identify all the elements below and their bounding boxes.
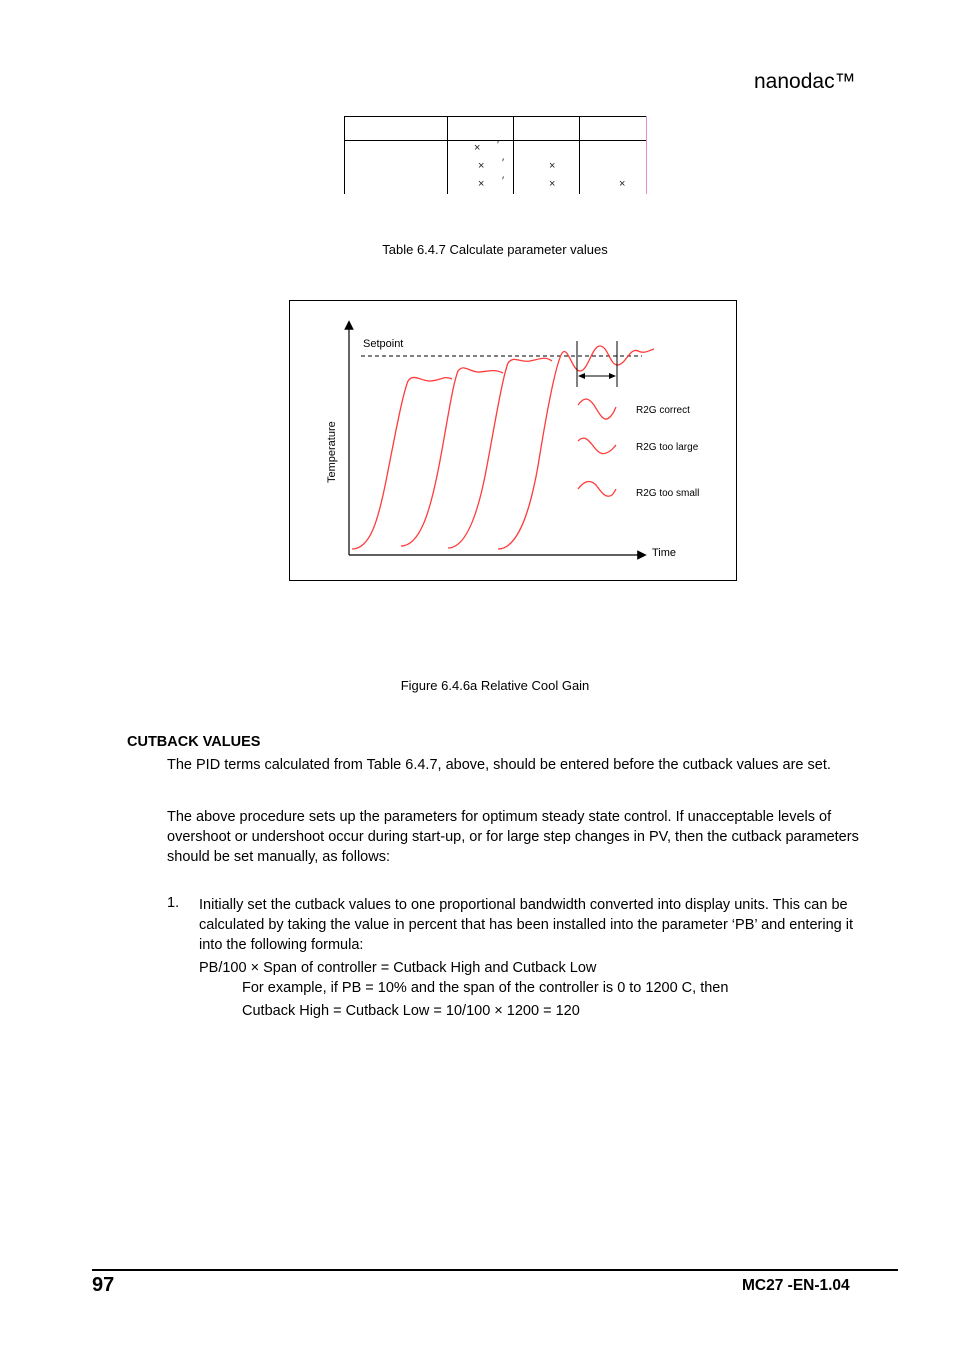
table-top-rule (344, 116, 647, 117)
legend-label-too-small: R2G too small (636, 488, 700, 499)
section-heading: CUTBACK VALUES (127, 734, 261, 750)
paragraph: The above procedure sets up the parameters for optimum steady state control. If unacceptable levels of overshoot or undershoot occur during start-up, or for large step changes in PV, then the cutback parameters should be set manually, as follows: (167, 809, 859, 865)
figure-caption: Figure 6.4.6a Relative Cool Gain (400, 678, 590, 693)
legend-label-too-large: R2G too large (636, 442, 699, 453)
example-text: For example, if PB = 10% and the span of the controller is 0 to 1200 C, then (242, 980, 729, 996)
period-arrow-head-right (609, 373, 616, 379)
footer-rule (92, 1269, 898, 1271)
table-col-rule-1 (447, 116, 448, 194)
page-number: 97 (92, 1274, 115, 1296)
response-curve-2 (401, 368, 503, 546)
paragraph: The PID terms calculated from Table 6.4.7, above, should be entered before the cutback values are set. (167, 757, 831, 773)
list-item-text: Initially set the cutback values to one proportional bandwidth converted into display units. This can be calculated by taking the value in percent that has been installed into the parameter ‘PB’ and entering it into the following formula: (199, 897, 853, 953)
brand-title: nanodac™ (754, 70, 856, 93)
legend-wave-correct (578, 399, 616, 419)
x-axis-label: Time (652, 547, 677, 559)
setpoint-label: Setpoint (363, 338, 404, 350)
response-curve-4 (498, 346, 654, 549)
period-arrow-head-left (578, 373, 585, 379)
formula-text: PB/100 × Span of controller = Cutback High and Cutback Low (199, 960, 597, 976)
result-text: Cutback High = Cutback Low = 10/100 × 1200 = 120 (242, 1003, 580, 1019)
y-axis-label: Temperature (326, 421, 338, 483)
table-cell-mark: × (474, 142, 481, 154)
table-cell-mark: ′ (502, 157, 505, 169)
figure-drawing (290, 301, 738, 582)
table-cell-mark: ′ (497, 139, 500, 151)
response-curve-3 (448, 358, 552, 548)
relative-cool-gain-figure (289, 300, 737, 581)
table-col-rule-2 (513, 116, 514, 194)
table-cell-mark: × (549, 160, 556, 172)
table-col-rule-0 (344, 116, 345, 194)
response-curve-1 (352, 377, 452, 549)
table-header-rule (344, 140, 647, 141)
document-code: MC27 -EN-1.04 (742, 1277, 850, 1294)
table-caption: Table 6.4.7 Calculate parameter values (382, 242, 608, 257)
legend-label-correct: R2G correct (636, 405, 690, 416)
table-col-rule-4 (646, 116, 647, 194)
legend-wave-too-large (578, 438, 616, 454)
parameter-table (344, 116, 647, 194)
table-cell-mark: ′ (502, 175, 505, 187)
list-item-number: 1. (167, 895, 180, 911)
table-col-rule-3 (579, 116, 580, 194)
table-cell-mark: × (549, 178, 556, 190)
legend-wave-too-small (578, 482, 616, 497)
table-cell-mark: × (478, 160, 485, 172)
table-cell-mark: × (478, 178, 485, 190)
table-cell-mark: × (619, 178, 626, 190)
